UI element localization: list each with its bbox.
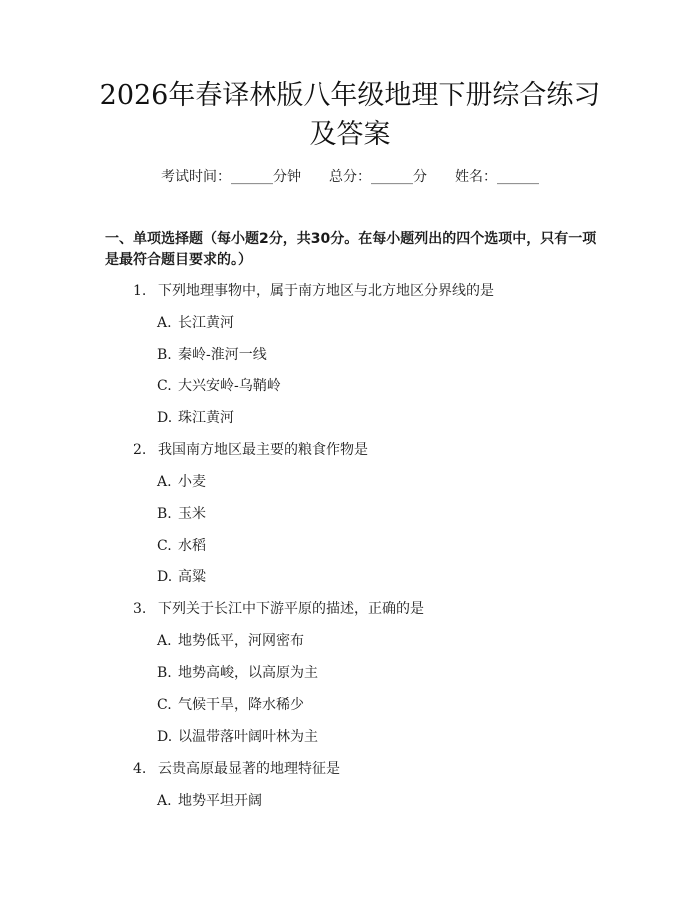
score-blank: ______	[371, 169, 413, 185]
question-2-option-d	[157, 567, 206, 587]
option-letter: C.	[157, 538, 172, 554]
question-number: 4.	[133, 761, 147, 777]
question-3-option-a	[157, 631, 304, 651]
question-text: 我国南方地区最主要的粮食作物是	[158, 442, 368, 458]
question-2-option-b	[157, 504, 206, 524]
option-text: 玉米	[178, 506, 206, 522]
option-letter: A.	[157, 315, 172, 331]
question-4	[133, 759, 340, 779]
option-text: 水稻	[178, 538, 206, 554]
option-letter: A.	[157, 474, 172, 490]
question-number: 3.	[133, 601, 147, 617]
time-unit: 分钟	[273, 169, 301, 185]
option-text: 地势平坦开阔	[178, 793, 262, 809]
option-letter: C.	[157, 378, 172, 394]
question-2-option-c	[157, 536, 206, 556]
option-letter: A.	[157, 793, 172, 809]
time-label: 考试时间：	[161, 169, 231, 185]
option-letter: C.	[157, 697, 172, 713]
question-3-option-b	[157, 663, 318, 683]
question-3	[133, 599, 424, 619]
option-letter: D.	[157, 410, 173, 426]
option-text: 地势高峻，以高原为主	[178, 665, 318, 681]
option-letter: B.	[157, 665, 172, 681]
option-letter: D.	[157, 569, 173, 585]
time-blank: ______	[231, 169, 273, 185]
option-text: 珠江黄河	[178, 410, 234, 426]
option-text: 大兴安岭-乌鞘岭	[178, 378, 281, 394]
option-text: 高粱	[178, 569, 206, 585]
option-text: 以温带落叶阔叶林为主	[178, 729, 318, 745]
name-label: 姓名：	[455, 169, 497, 185]
question-1-option-a	[157, 313, 234, 333]
question-3-option-c	[157, 695, 304, 715]
option-text: 地势低平，河网密布	[178, 633, 304, 649]
question-2	[133, 440, 368, 460]
document-title: 2026年春译林版八年级地理下册综合练习及答案	[99, 80, 601, 150]
question-3-option-d	[157, 727, 318, 747]
question-text: 下列关于长江中下游平原的描述，正确的是	[158, 601, 424, 617]
question-4-option-a	[157, 791, 262, 811]
option-letter: A.	[157, 633, 172, 649]
question-number: 2.	[133, 442, 147, 458]
option-text: 秦岭-淮河一线	[178, 347, 267, 363]
exam-info	[0, 167, 700, 187]
score-label: 总分：	[329, 169, 371, 185]
option-text: 长江黄河	[178, 315, 234, 331]
section-heading: 一、单项选择题（每小题2分，共30分。在每小题列出的四个选项中，只有一项是最符合题目要求的。）	[105, 231, 597, 268]
option-letter: B.	[157, 506, 172, 522]
option-text: 气候干旱，降水稀少	[178, 697, 304, 713]
score-unit: 分	[413, 169, 427, 185]
question-number: 1.	[133, 283, 147, 299]
question-1	[133, 281, 494, 301]
question-1-option-d	[157, 408, 234, 428]
option-letter: B.	[157, 347, 172, 363]
question-2-option-a	[157, 472, 206, 492]
question-text: 云贵高原最显著的地理特征是	[158, 761, 340, 777]
option-text: 小麦	[178, 474, 206, 490]
question-text: 下列地理事物中，属于南方地区与北方地区分界线的是	[158, 283, 494, 299]
question-1-option-c	[157, 376, 281, 396]
option-letter: D.	[157, 729, 173, 745]
question-1-option-b	[157, 345, 267, 365]
name-blank: ______	[497, 169, 539, 185]
